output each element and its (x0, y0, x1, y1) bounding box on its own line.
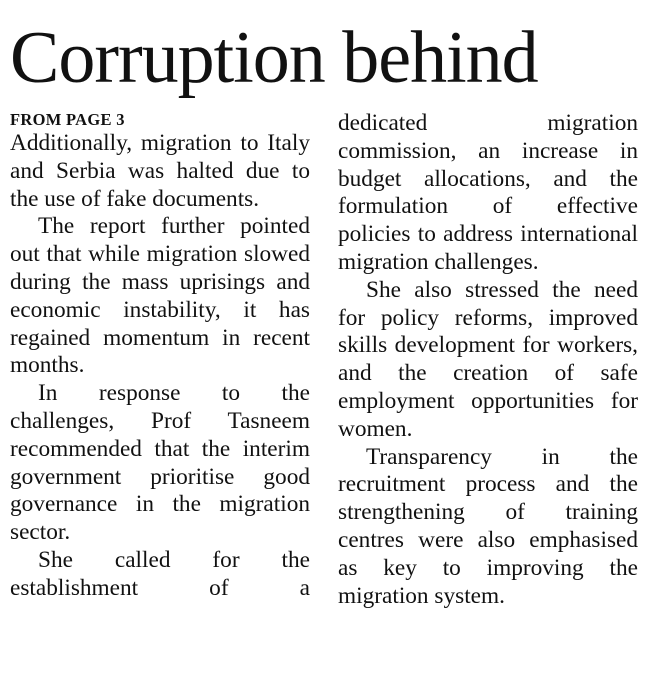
article-paragraph: She also stressed the need for policy reforms, improved skills development for workers, and the creation of safe employment opportunities for women. (338, 276, 638, 442)
article-paragraph: She called for the establishment of a (10, 546, 310, 601)
article-paragraph: The report further pointed out that while migration slowed during the mass uprisings and economic instability, it has regained momentum in recent months. (10, 213, 310, 379)
article-column-left (10, 110, 310, 603)
article-column-right (338, 110, 638, 610)
continuation-kicker: FROM PAGE 3 (10, 110, 125, 129)
article-paragraph: dedicated migration commission, an increase in budget allocations, and the formulation of effective policies to address international migration challenges. (338, 110, 638, 275)
article-paragraph: Transparency in the recruitment process and the strengthening of training centres were also emphasised as key to improving the migration system. (338, 443, 638, 609)
headline: Corruption behind (10, 17, 538, 99)
article-paragraph: In response to the challenges, Prof Tasneem recommended that the interim government prioritise good governance in the migration sector. (10, 380, 310, 546)
article-paragraph: Additionally, migration to Italy and Serbia was halted due to the use of fake documents. (10, 130, 310, 212)
